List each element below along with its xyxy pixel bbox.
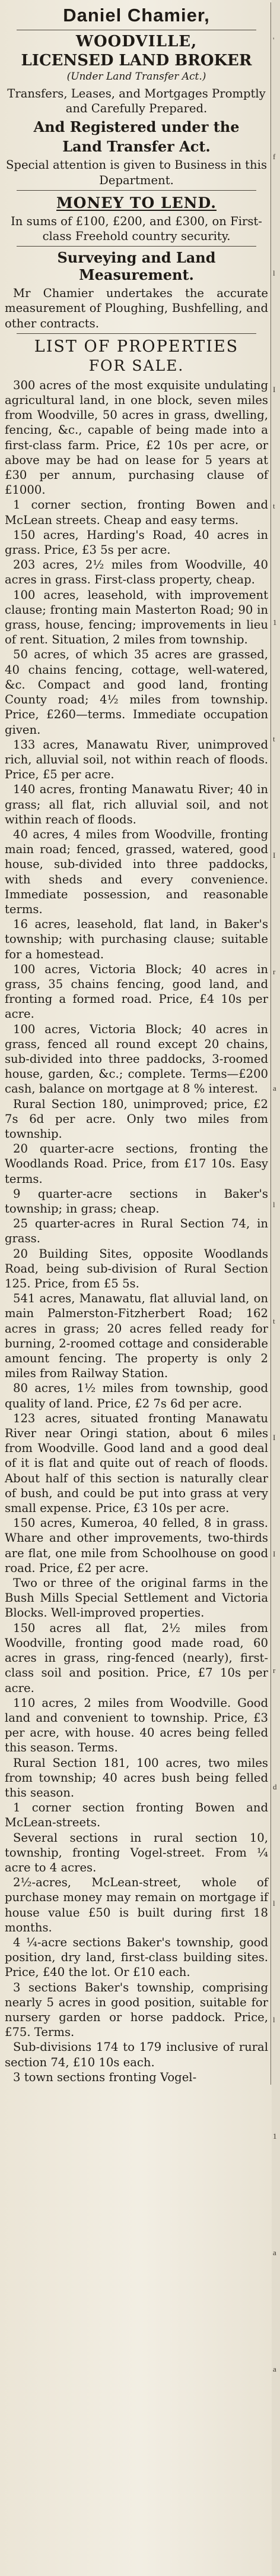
masthead: Daniel Chamier, xyxy=(63,5,210,26)
town-heading: WOODVILLE, xyxy=(75,33,198,50)
property-listing: 3 town sections fronting Vogel- xyxy=(13,2070,197,2084)
intro-text: Transfers, Leases, and Mortgages Promptly and Carefully Prepared. xyxy=(7,87,266,116)
list-title: LIST OF PROPERTIES xyxy=(34,337,239,356)
adjacent-column-fragment: I xyxy=(273,385,276,394)
adjacent-column-fragment: r xyxy=(273,967,276,976)
property-listing: 25 quarter-acres in Rural Section 74, in grass. xyxy=(5,1217,268,1246)
property-listing: 50 acres, of which 35 acres are grassed, 40 chains fencing, cottage, well-watered, &c. Compact and good land, fronting County road; 4½ miles from township. Price, £260—terms. Immediate occupation given. xyxy=(5,648,268,737)
property-listing: 203 acres, 2½ miles from Woodville, 40 acres in grass. First-class property, cheap. xyxy=(5,558,268,587)
property-listing: Sub-divisions 174 to 179 inclusive of rural section 74, £10 10s each. xyxy=(5,2040,268,2069)
adjacent-column-fragment: l xyxy=(273,269,275,277)
divider xyxy=(17,190,256,191)
adjacent-column-fragment: t xyxy=(273,1317,275,1325)
property-listing: 140 acres, fronting Manawatu River; 40 in grass; all flat, rich alluvial soil, and not within reach of floods. xyxy=(5,782,268,826)
property-listing: 300 acres of the most exquisite undulating agricultural land, in one block, seven miles from Woodville, 50 acres in grass, dwelling, fencing, &c., capable of being made into a first-class farm. Price, £2 10s per acre, or above may be had on lease for 5 years at £30 per annum, purchasing clause of £1000. xyxy=(5,378,268,497)
survey-body: Mr Chamier undertakes the accurate measurement of Ploughing, Bushfelling, and other contracts. xyxy=(5,286,268,330)
survey-title: Surveying and Land Measurement. xyxy=(57,249,216,284)
property-listing: Rural Section 181, 100 acres, two miles from township; 40 acres bush being felled this season. xyxy=(5,1756,268,1800)
adjacent-column-fragment: l xyxy=(273,1899,275,1908)
divider xyxy=(17,246,256,247)
trade-heading: LICENSED LAND BROKER xyxy=(21,52,252,70)
property-listing: 40 acres, 4 miles from Woodville, fronting main road; fenced, grassed, watered, good house, sub-divided into three paddocks, with sheds and every convenience. Immediate possession, and reasonable terms. xyxy=(5,827,268,916)
property-listing: 20 quarter-acre sections, fronting the Woodlands Road. Price, from £17 10s. Easy terms. xyxy=(5,1142,268,1186)
money-title: MONEY TO LEND. xyxy=(56,194,217,211)
adjacent-column-fragment: a xyxy=(273,2248,276,2257)
adjacent-column-fragment: I xyxy=(273,851,276,860)
property-listing: Several sections in rural section 10, township, fronting Vogel-street. From ¼ acre to 4 acres. xyxy=(5,1830,268,1874)
registered-line-1: And Registered under the xyxy=(33,118,240,136)
adjacent-column-fragment: t xyxy=(273,734,275,743)
property-listings xyxy=(5,378,268,2085)
property-listing: 100 acres, Victoria Block; 40 acres in grass, 35 chains fencing, good land, and fronting a formed road. Price, £4 10s per acre. xyxy=(5,962,268,1021)
property-listing: 3 sections Baker's township, comprising nearly 5 acres in good position, suitable for nursery garden or horse paddock. Price, £75. Terms. xyxy=(5,1980,268,2040)
for-sale-subtitle: FOR SALE. xyxy=(88,356,184,374)
adjacent-column-fragment: a xyxy=(273,1084,276,1093)
registered-line-2: Land Transfer Act. xyxy=(62,138,211,156)
adjacent-column-fragment: l xyxy=(273,1200,275,1209)
property-listing: 541 acres, Manawatu, flat alluvial land, on main Palmerston-Fitzherbert Road; 162 acres in grass; 20 acres felled ready for burning, 2-roomed cottage and considerable amount fencing. The property is only 2 miles from Railway Station. xyxy=(5,1292,268,1381)
property-listing: 1 corner section, fronting Bowen and McLean streets. Cheap and easy terms. xyxy=(5,498,268,527)
divider xyxy=(17,333,256,334)
adjacent-column-fragment: a xyxy=(273,2365,276,2373)
property-listing: 16 acres, leasehold, flat land, in Baker's township; with purchasing clause; suitable for a homestead. xyxy=(5,917,268,961)
adjacent-column-fragment: I xyxy=(273,1433,276,1442)
adjacent-column-fragment: l xyxy=(273,2015,275,2024)
property-listing: 9 quarter-acre sections in Baker's township; in grass; cheap. xyxy=(5,1186,268,1216)
property-listing: Two or three of the original farms in the Bush Mills Special Settlement and Victoria Blocks. Well-improved properties. xyxy=(5,1576,268,1620)
property-listing: 20 Building Sites, opposite Woodlands Road, being sub-division of Rural Section 125. Price, from £5 5s. xyxy=(5,1246,268,1291)
property-listing: 1 corner section fronting Bowen and McLean-streets. xyxy=(5,1801,268,1830)
property-listing: Rural Section 180, unimproved; price, £2 7s 6d per acre. Only two miles from township. xyxy=(5,1097,268,1141)
adjacent-column-fragment: I xyxy=(273,1549,276,1558)
adjacent-column-fragment: 1 xyxy=(273,618,277,627)
advertisement-column xyxy=(5,2,271,2085)
property-listing: 2½-acres, McLean-street, whole of purchase money may remain on mortgage if house value £50 is built during first 18 months. xyxy=(5,1876,268,1934)
adjacent-column-fragment: 1 xyxy=(273,2132,277,2141)
property-listing: 4 ¼-acre sections Baker's township, good position, dry land, first-class building sites. Price, £40 the lot. Or £10 each. xyxy=(5,1935,268,1980)
property-listing: 100 acres, Victoria Block; 40 acres in grass, fenced all round except 20 chains, sub-divided into three paddocks, 3-roomed house, garden, &c.; complete. Terms—£200 cash, balance on mortgage at 8 % interest. xyxy=(5,1022,268,1096)
property-listing: 133 acres, Manawatu River, unimproved rich, alluvial soil, not within reach of floods. Price, £5 per acre. xyxy=(5,737,268,782)
property-listing: 150 acres all flat, 2½ miles from Woodville, fronting good made road, 60 acres in grass, ring-fenced (nearly), first-class soil and position. Price, £7 10s per acre. xyxy=(5,1621,268,1695)
adjacent-column-fragment: t xyxy=(273,501,275,510)
adjacent-column-fragment: ' xyxy=(273,36,275,45)
money-body: In sums of £100, £200, and £300, on First-class Freehold country security. xyxy=(11,214,262,244)
adjacent-column-fragment: f xyxy=(273,152,276,161)
act-note: (Under Land Transfer Act.) xyxy=(66,71,206,83)
property-listing: 150 acres, Kumeroa, 40 felled, 8 in grass. Whare and other improvements, two-thirds are flat, one mile from Schoolhouse on good road. Price, £2 per acre. xyxy=(5,1516,268,1575)
property-listing: 150 acres, Harding's Road, 40 acres in grass. Price, £3 5s per acre. xyxy=(5,528,268,557)
adjacent-column-edge xyxy=(272,0,280,2576)
adjacent-column-fragment: d xyxy=(273,1782,277,1791)
property-listing: 80 acres, 1½ miles from township, good quality of land. Price, £2 7s 6d per acre. xyxy=(5,1381,268,1410)
property-listing: 100 acres, leasehold, with improvement clause; fronting main Masterton Road; 90 in grass, house, fencing; improvements in lieu of rent. Situation, 2 miles from township. xyxy=(5,588,268,647)
adjacent-column-fragment: r xyxy=(273,1666,276,1675)
attention-text: Special attention is given to Business in this Department. xyxy=(6,158,267,187)
property-listing: 123 acres, situated fronting Manawatu River near Oringi station, about 6 miles from Woodville. Good land and a good deal of it is flat and quite out of reach of floods. About half of this section is naturally clear of bush, and could be put into grass at very small expense. Price, £3 10s per acre. xyxy=(5,1411,268,1516)
property-listing: 110 acres, 2 miles from Woodville. Good land and convenient to township. Price, £3 per acre, with house. 40 acres being felled this season. Terms. xyxy=(5,1696,268,1755)
